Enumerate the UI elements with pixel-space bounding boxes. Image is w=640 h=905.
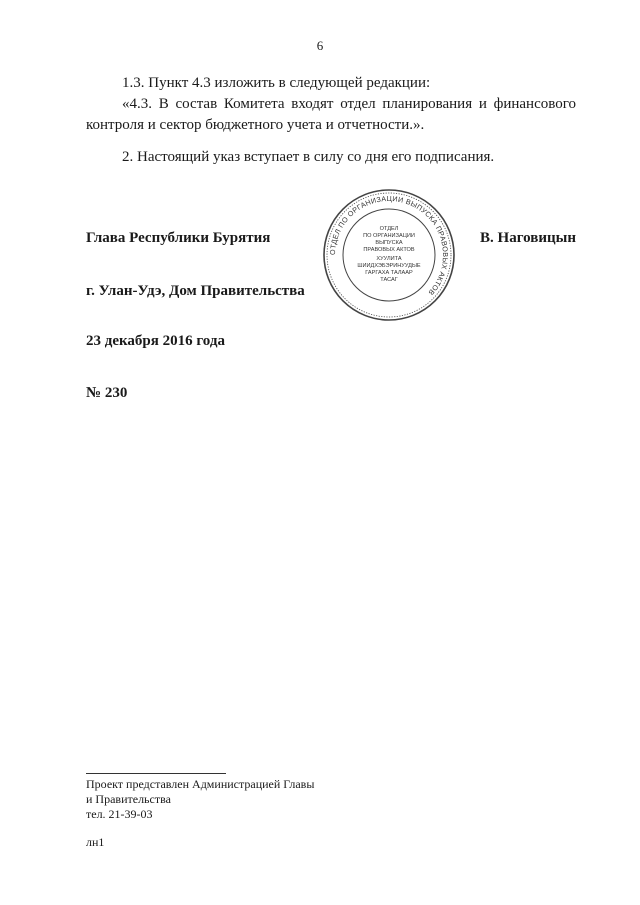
footnote-line-1: Проект представлен Администрацией Главы bbox=[86, 777, 315, 791]
seal-line-3: ВЫПУСКА bbox=[375, 240, 403, 246]
paragraph-4-3-quote: «4.3. В состав Комитета входят отдел планирования и финансового контроля и сектор бюджетного учета и отчетности.». bbox=[86, 96, 576, 133]
decree-number: № 230 bbox=[86, 385, 128, 401]
footnote-phone: тел. 21-39-03 bbox=[86, 807, 153, 821]
seal-line-6: ШИИДХЭБЭРИНУУДЫЕ bbox=[357, 263, 421, 269]
document-code: лн1 bbox=[86, 835, 105, 849]
official-seal bbox=[322, 188, 456, 322]
footnote-divider bbox=[86, 773, 226, 774]
seal-line-7: ГАРГАХА ТАЛААР bbox=[365, 270, 413, 276]
seal-line-5: ХУУЛИТА bbox=[376, 256, 402, 262]
seal-line-8: ТАСАГ bbox=[380, 277, 398, 283]
signatory-name: В. Наговицын bbox=[480, 230, 576, 246]
seal-line-2: ПО ОРГАНИЗАЦИИ bbox=[363, 233, 415, 239]
paragraph-1-3: 1.3. Пункт 4.3 изложить в следующей редакции: bbox=[122, 75, 431, 91]
signatory-position: Глава Республики Бурятия bbox=[86, 230, 271, 246]
seal-line-1: ОТДЕЛ bbox=[379, 226, 399, 232]
signing-date: 23 декабря 2016 года bbox=[86, 333, 225, 349]
footnote bbox=[86, 777, 386, 822]
footnote-line-2: и Правительства bbox=[86, 792, 171, 806]
seal-line-4: ПРАВОВЫХ АКТОВ bbox=[363, 247, 415, 253]
page-number: 6 bbox=[316, 38, 324, 53]
seal-ring-text: ОТДЕЛ ПО ОРГАНИЗАЦИИ ВЫПУСКА ПРАВОВЫХ АКТОВ bbox=[327, 193, 451, 298]
signing-place: г. Улан-Удэ, Дом Правительства bbox=[86, 283, 305, 299]
paragraph-effective-date: 2. Настоящий указ вступает в силу со дня его подписания. bbox=[122, 149, 495, 165]
seal-graphic bbox=[322, 188, 456, 322]
